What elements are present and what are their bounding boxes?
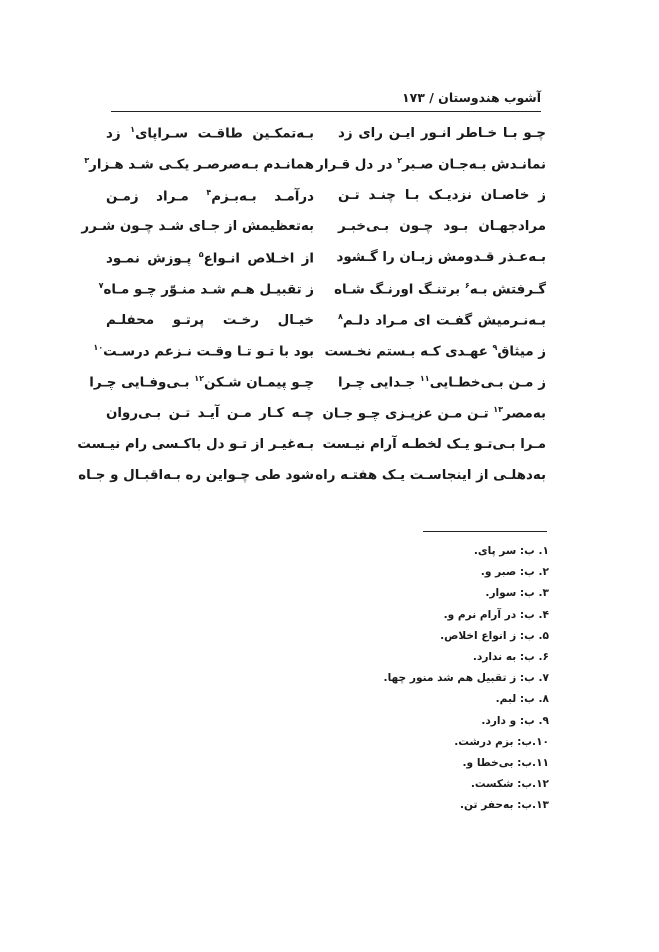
- hemistich-left: بـه‌غیـر از تـو دل باکـسی رام نیـست: [77, 436, 314, 452]
- verse: [89, 367, 546, 398]
- hemistich-right: نمانـدش بـه‌جـان صـبر$^۲$ در دل قـرار: [316, 156, 546, 173]
- verse: [84, 149, 546, 180]
- verse: [81, 211, 546, 242]
- hemistich-left: شود طی چـواین ره بـه‌اقبـال و جـاه: [78, 468, 314, 484]
- footnote: ۶. ب: به ندارد.: [472, 650, 549, 663]
- footnote: ۵. ب: ز انواع اخلاص.: [440, 629, 549, 642]
- hemistich-right: به‌دهلـی از اینجاسـت یـک هفتـه راه: [315, 468, 546, 484]
- hemistich-right: ز خاصـان نزدیـک بـا چنـد تـن: [338, 188, 546, 204]
- footnote: ۴. ب: در آرام نرم و.: [443, 608, 549, 621]
- hemistich-right: بـه‌عـذر قـدومش زبـان را گـشود: [336, 250, 546, 266]
- hemistich-right: ز میثاق$^۹$ عهـدی کـه بـستم نخـست: [324, 342, 546, 360]
- footnote: ۱۱.ب: بی‌خطا و.: [462, 756, 549, 769]
- footnote: ۱. ب: سر پای.: [473, 545, 549, 557]
- verse: [106, 242, 546, 273]
- hemistich-right: مرادجهـان بـود چـون بـی‌خبـر: [338, 219, 546, 235]
- hemistich-right: ز مـن بـی‌خطـایی$^{۱۱}$ جـدایی چـرا: [338, 374, 546, 391]
- hemistich-right: مـرا بـی‌تـو یـک لخطـه آرام نیـست: [322, 436, 546, 452]
- hemistich-right: چـو بـا خـاطر انـور ایـن رای زد: [338, 126, 546, 142]
- hemistich-left: چـه کـار مـن آیـد تـن بـی‌روان: [106, 405, 314, 421]
- verse: [77, 429, 546, 460]
- footnote: ۱۲.ب: شکست.: [470, 778, 549, 791]
- footnote: ۱۳.ب: به‌حفر تن.: [459, 799, 549, 812]
- hemistich-left: به‌تعظیمش از جـای شـد چـون شـرر: [81, 219, 314, 235]
- hemistich-right: گـرفتش بـه$^۶$ برتنـگ اورنـگ شـاه: [334, 280, 546, 298]
- hemistich-left: از اخـلاص انـواع$^۵$ پـوزش نمـود: [106, 249, 314, 267]
- verse: [93, 336, 546, 367]
- hemistich-left: همانـدم بـه‌صرصـر یکـی شـد هـزار$^۳$: [84, 156, 314, 173]
- footnote-rule: [423, 531, 547, 532]
- verse: [106, 305, 546, 336]
- verse: [106, 118, 546, 149]
- footnote: ۲. ب: صبر و.: [480, 566, 549, 579]
- hemistich-left: چـو پیمـان شـکن$^{۱۲}$ بـی‌وفـایی چـرا: [89, 374, 314, 391]
- footnotes-list: [300, 541, 549, 816]
- poem-body: [77, 118, 546, 491]
- footnote: ۷. ب: ز تقبیل هم شد منور چها.: [383, 672, 549, 685]
- footnote: ۱۰.ب: بزم درشت.: [454, 735, 549, 748]
- footnote: ۸. ب: لبم.: [495, 693, 549, 706]
- hemistich-right: به‌مصر$^{۱۳}$ تـن مـن عزیـزی چـو جـان: [322, 405, 546, 422]
- hemistich-left: بـه‌تمکـین طاقـت سـراپای$^۱$ زد: [106, 125, 314, 142]
- verse: [78, 460, 546, 491]
- verse: [98, 273, 546, 304]
- footnote: ۳. ب: سوار.: [485, 587, 549, 600]
- header-rule: [111, 111, 541, 112]
- verse: [106, 398, 546, 429]
- running-header: آشوب هندوستان / ۱۷۳: [401, 90, 541, 105]
- hemistich-left: خیـال رخـت پرتـو محفلـم: [106, 312, 314, 328]
- hemistich-left: ز تقبیـل هـم شـد منـوّر چـو مـاه$^۷$: [98, 280, 314, 298]
- hemistich-right: بـه‌نـرمیش گفـت ای مـراد دلـم$^۸$: [338, 311, 546, 329]
- verse: [106, 180, 546, 211]
- footnote: ۹. ب: و دارد.: [481, 714, 549, 727]
- hemistich-left: بود با تـو تـا وقـت نـزعم درسـت$^{۱۰}$: [93, 342, 314, 360]
- hemistich-left: درآمـد بـه‌بـزم$^۴$ مـراد زمـن: [106, 187, 314, 204]
